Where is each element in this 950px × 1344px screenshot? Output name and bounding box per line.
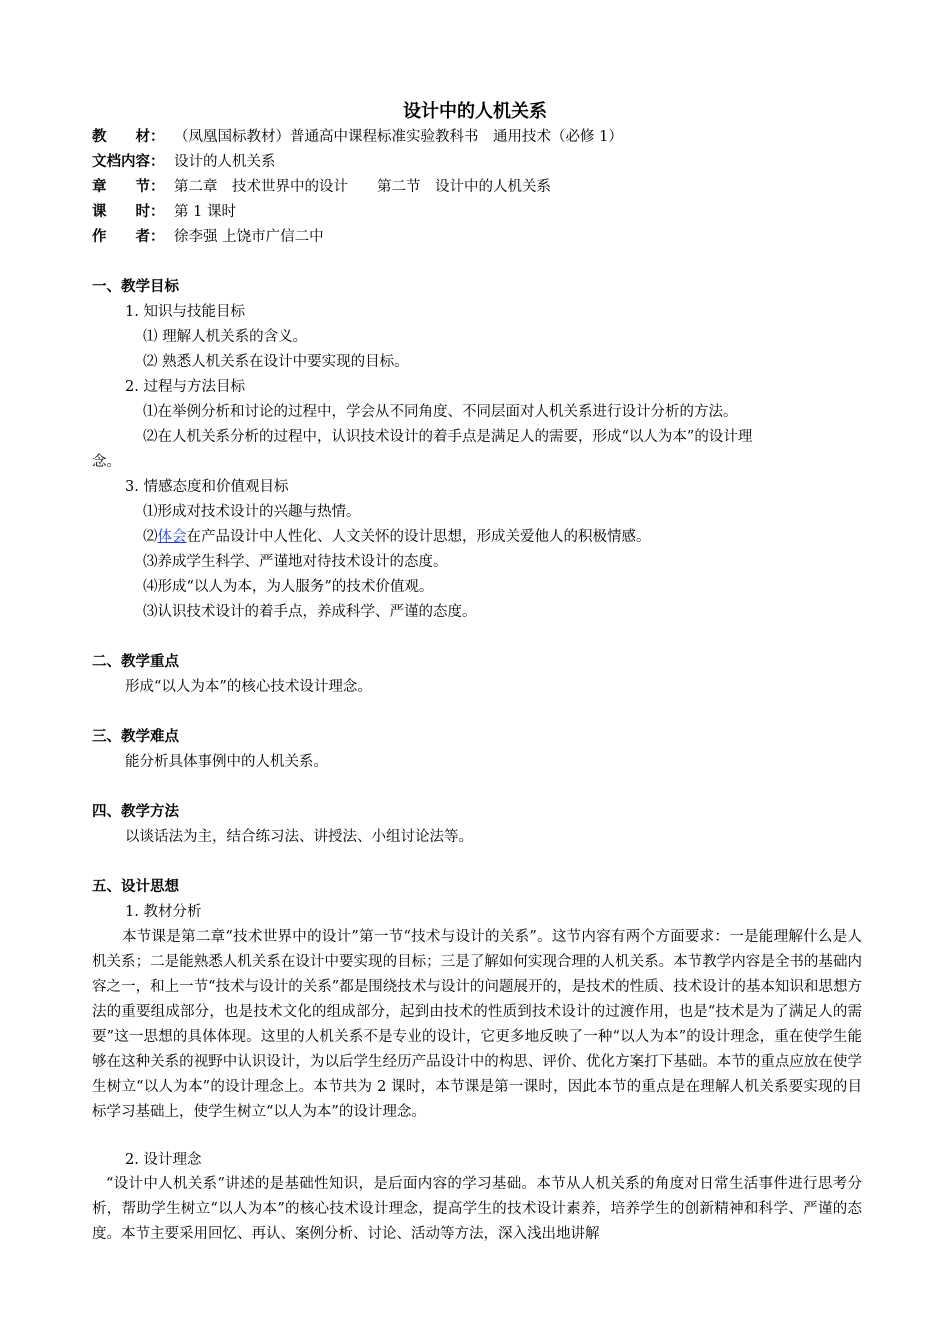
meta-label: 作 者： (92, 229, 165, 245)
meta-label: 课 时： (92, 204, 165, 220)
meta-value: 徐李强 上饶市广信二中 (174, 229, 324, 245)
meta-row-period (92, 202, 236, 222)
body-text: 以谈话法为主，结合练习法、讲授法、小组讨论法等。 (125, 829, 473, 845)
body-text: 能分析具体事例中的人机关系。 (125, 754, 328, 770)
meta-label: 章 节： (92, 179, 165, 195)
subheading: 1. 教材分析 (125, 904, 202, 920)
meta-value: 第 1 课时 (174, 204, 236, 220)
list-item: ⑶养成学生科学、严谨地对待技术设计的态度。 (143, 554, 448, 570)
meta-row-author (92, 227, 324, 247)
section-heading-method: 四、教学方法 (92, 804, 179, 820)
meta-row-content (92, 152, 276, 172)
body-paragraph: 本节课是第二章“技术世界中的设计”第一节“技术与设计的关系”。这节内容有两个方面要求：一是能理解什么是人机关系；二是能熟悉人机关系在设计中要实现的目标；三是了解如何实现合理的人机关系。本节教学内容是全书的基础内容之一，和上一节“技术与设计的关系”都是围绕技术与设计的问题展开的，是技术的性质、技术设计的基本知识和思想方法的重要组成部分，也是技术文化的组成部分，起到由技术的性质到技术设计的过渡作用，也是“技术是为了满足人的需要”这一思想的具体体现。这里的人机关系不是专业的设计，它更多地反映了一种“以人为本”的设计理念，重在使学生能够在这种关系的视野中认识设计，为以后学生经历产品设计中的构思、评价、优化方案打下基础。本节的重点应放在使学生树立“以人为本”的设计理念上。本节共为 2 课时，本节课是第一课时，因此本节的重点是在理解人机关系要实现的目标学习基础上，使学生树立“以人为本”的设计理念。 (92, 929, 862, 1120)
meta-value: 第二章 技术世界中的设计 第二节 设计中的人机关系 (174, 179, 551, 195)
meta-row-textbook (92, 127, 623, 147)
meta-row-chapter (92, 177, 551, 197)
list-item-continuation: 念。 (92, 454, 121, 470)
hyperlink[interactable]: 体会 (157, 529, 187, 545)
list-item: ⑴在举例分析和讨论的过程中，学会从不同角度、不同层面对人机关系进行设计分析的方法。 (143, 404, 738, 420)
meta-label: 文档内容： (92, 154, 165, 170)
section-heading-design-idea: 五、设计思想 (92, 879, 179, 895)
section-heading-difficulty: 三、教学难点 (92, 729, 179, 745)
list-marker: ⑵ (143, 529, 158, 545)
list-text: 在产品设计中人性化、人文关怀的设计思想，形成关爱他人的积极情感。 (186, 529, 651, 545)
meta-label: 教 材： (92, 129, 165, 145)
list-item (143, 527, 651, 547)
subheading: 3. 情感态度和价值观目标 (125, 479, 289, 495)
meta-value: 设计的人机关系 (174, 154, 276, 170)
list-item: ⑶认识技术设计的着手点，养成科学、严谨的态度。 (143, 604, 477, 620)
list-item: ⑵ 熟悉人机关系在设计中要实现的目标。 (143, 354, 409, 370)
subheading: 1. 知识与技能目标 (125, 304, 245, 320)
list-item: ⑵在人机关系分析的过程中，认识技术设计的着手点是满足人的需要，形成“以人为本”的设计理 (143, 429, 753, 445)
subheading: 2. 设计理念 (125, 1152, 202, 1168)
page-title: 设计中的人机关系 (403, 101, 547, 122)
body-text: 形成“以人为本”的核心技术设计理念。 (125, 679, 372, 695)
meta-value: （凤凰国标教材）普通高中课程标准实验教科书 通用技术（必修 1） (174, 129, 623, 145)
subheading: 2. 过程与方法目标 (125, 379, 245, 395)
section-heading-key-point: 二、教学重点 (92, 654, 179, 670)
section-heading-objectives: 一、教学目标 (92, 279, 179, 295)
list-item: ⑴形成对技术设计的兴趣与热情。 (143, 504, 361, 520)
list-item: ⑷形成“以人为本，为人服务”的技术价值观。 (143, 579, 434, 595)
list-item: ⑴ 理解人机关系的含义。 (143, 329, 308, 345)
body-paragraph: “设计中人机关系”讲述的是基础性知识，是后面内容的学习基础。本节从人机关系的角度对日常生活事件进行思考分析，帮助学生树立“以人为本”的核心技术设计理念，提高学生的技术设计素养，培养学生的创新精神和科学、严谨的态度。本节主要采用回忆、再认、案例分析、讨论、活动等方法，深入浅出地讲解 (92, 1176, 862, 1242)
